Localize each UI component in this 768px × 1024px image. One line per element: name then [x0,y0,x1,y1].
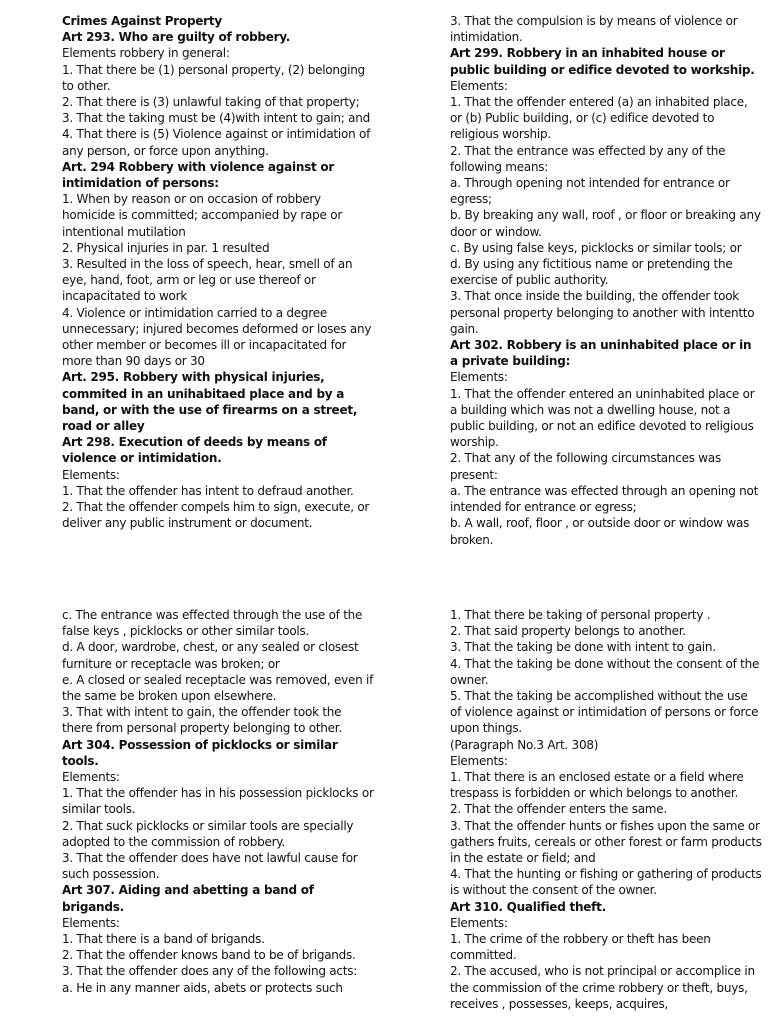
text-paragraph: 3. That the taking be done with intent to gain. [450,640,716,655]
text-paragraph: a. Through opening not intended for entrance or egress; [450,176,730,207]
article-heading: Art 302. Robbery is an uninhabited place or in a private building: [450,338,752,369]
text-paragraph: 1. When by reason or on occasion of robbery homicide is committed; accompanied by rape or intentional mutilation [62,192,343,239]
column-bottom-left [62,607,374,996]
article-heading: Art 307. Aiding and abetting a band of brigands. [62,883,314,914]
text-paragraph: 3. That with intent to gain, the offender took the there from personal property belonging to other. [62,705,342,736]
text-paragraph: 3. That the compulsion is by means of violence or intimidation. [450,14,738,45]
text-paragraph: Elements: [62,915,120,930]
text-paragraph: 3. That the offender does any of the following acts: [62,964,357,979]
text-paragraph: 1. That there be taking of personal property . [450,608,711,622]
text-paragraph: 2. The accused, who is not principal or accomplice in the commission of the crime robbery or theft, buys, receives , possesses, keeps, acquires, [450,964,755,1011]
text-paragraph: 1. That there is a band of brigands. [62,932,265,947]
article-heading: Art 299. Robbery in an inhabited house or public building or edifice devoted to workship. [450,46,755,77]
text-paragraph: 2. That there is (3) unlawful taking of that property; [62,95,360,110]
article-heading: Art. 295. Robbery with physical injuries, commited in an unihabitaed place and by a band, or with the use of firearms on a street, road or alley [62,370,358,434]
text-paragraph: 3. That once inside the building, the offender took personal property belonging to another with intentto gain. [450,289,755,336]
text-paragraph: 2. That the entrance was effected by any of the following means: [450,143,726,174]
column-top-right [450,13,762,548]
article-heading: Crimes Against Property [62,14,222,28]
text-paragraph: c. The entrance was effected through the use of the false keys , picklocks or other similar tools. [62,608,363,639]
text-paragraph: 1. That there be (1) personal property, (2) belonging to other. [62,62,365,93]
column-top-left [62,13,374,532]
text-paragraph: Elements: [450,370,508,385]
article-heading: Art 310. Qualified theft. [450,899,606,914]
text-paragraph: d. By using any fictitious name or pretending the exercise of public authority. [450,257,733,288]
text-paragraph: 3. That the offender hunts or fishes upon the same or gathers fruits, cereals or other forest or farm products in the estate or field; and [450,818,762,866]
text-paragraph: a. The entrance was effected through an opening not intended for entrance or egress; [450,483,759,515]
text-paragraph: Elements: [62,770,120,785]
text-paragraph: Elements: [450,78,508,93]
text-paragraph: 4. That the hunting or fishing or gathering of products is without the consent of the owner. [450,867,762,898]
text-paragraph: c. By using false keys, picklocks or similar tools; or [450,240,742,255]
text-paragraph: 1. That the offender entered (a) an inhabited place, or (b) Public building, or (c) edifice devoted to religious worship. [450,95,748,142]
text-paragraph: 2. That the offender knows band to be of brigands. [62,948,356,963]
text-paragraph: a. He in any manner aids, abets or protects such [62,980,343,995]
text-paragraph: 3. That the offender does have not lawful cause for such possession. [62,851,358,882]
text-paragraph: 2. That any of the following circumstances was present: [450,451,721,482]
text-paragraph: 1. The crime of the robbery or theft has been committed. [450,932,711,963]
text-paragraph: 2. Physical injuries in par. 1 resulted [62,240,270,255]
text-paragraph: b. A wall, roof, floor , or outside door or window was broken. [450,516,750,547]
text-paragraph: 4. Violence or intimidation carried to a degree unnecessary; injured becomes deformed or loses any other member or becomes ill or incapacitated for more than 90 days or 30 [62,305,372,369]
text-paragraph: 4. That there is (5) Violence against or intimidation of any person, or force upon anything. [62,127,371,158]
text-paragraph: 1. That the offender has in his possession picklocks or similar tools. [62,786,374,817]
text-paragraph: d. A door, wardrobe, chest, or any sealed or closest furniture or receptacle was broken; or [62,640,359,671]
text-paragraph: Elements robbery in general: [62,46,230,61]
text-paragraph: 5. That the taking be accomplished without the use of violence against or intimidation of persons or force upon things. [450,689,759,736]
text-paragraph: Elements: [450,915,508,930]
article-heading: Art 304. Possession of picklocks or similar tools. [62,737,338,768]
text-paragraph: 2. That suck picklocks or similar tools are specially adopted to the commission of robbery. [62,818,354,849]
text-paragraph: Elements: [62,467,120,482]
article-heading: Art. 294 Robbery with violence against or intimidation of persons: [62,159,335,191]
text-paragraph: 2. That the offender enters the same. [450,802,667,817]
text-paragraph: 4. That the taking be done without the consent of the owner. [450,656,760,687]
text-paragraph: 1. That the offender has intent to defraud another. [62,483,354,498]
text-paragraph: 2. That the offender compels him to sign, execute, or deliver any public instrument or document. [62,500,370,531]
text-paragraph: 1. That the offender entered an uninhabited place or a building which was not a dwelling house, not a public building, or not an edifice devoted to religious worship. [450,386,755,450]
text-paragraph: 3. Resulted in the loss of speech, hear, smell of an eye, hand, foot, arm or leg or use thereof or incapacitated to work [62,257,353,304]
text-paragraph: 3. That the taking must be (4)with intent to gain; and [62,111,370,126]
text-paragraph: 1. That there is an enclosed estate or a field where trespass is forbidden or which belongs to another. [450,770,744,801]
article-heading: Art 298. Execution of deeds by means of violence or intimidation. [62,435,327,466]
text-paragraph: e. A closed or sealed receptacle was removed, even if the same be broken upon elsewhere. [62,672,374,704]
column-bottom-right [450,607,762,1012]
article-heading: Art 293. Who are guilty of robbery. [62,30,291,45]
text-paragraph: b. By breaking any wall, roof , or floor or breaking any door or window. [450,208,761,239]
text-paragraph: (Paragraph No.3 Art. 308) [450,737,599,752]
text-paragraph: Elements: [450,753,508,768]
text-paragraph: 2. That said property belongs to another. [450,624,686,639]
